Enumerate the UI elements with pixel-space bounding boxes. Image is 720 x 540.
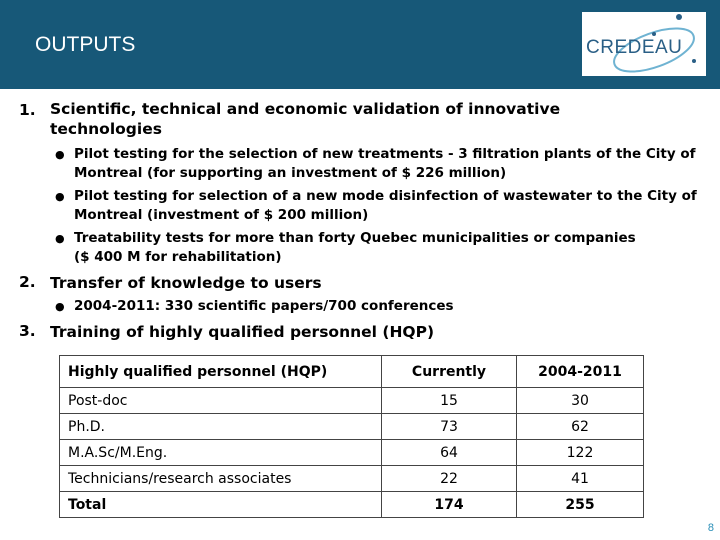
- cell: Post-doc: [60, 388, 382, 414]
- header-cell: 2004-2011: [517, 356, 644, 388]
- table-header-row: [60, 356, 644, 388]
- bullet-icon: ●: [55, 300, 65, 313]
- section-title: Scientific, technical and economic validation of innovative technologies: [50, 100, 561, 138]
- cell: 41: [517, 466, 644, 492]
- page-number: 8: [707, 522, 714, 534]
- cell: 122: [517, 440, 644, 466]
- table-row: [60, 414, 644, 440]
- table-row: [60, 466, 644, 492]
- cell: 15: [382, 388, 517, 414]
- hqp-table: [59, 355, 644, 518]
- bullet-icon: ●: [55, 190, 65, 203]
- table-row: [60, 440, 644, 466]
- cell: 174: [382, 492, 517, 518]
- section-number: 2.: [19, 273, 36, 291]
- header-cell: Currently: [382, 356, 517, 388]
- bullet-text: Treatability tests for more than forty Quebec municipalities or companies ($ 400 M for rehabilitation): [74, 230, 636, 265]
- section-title: Transfer of knowledge to users: [50, 274, 322, 292]
- slide-title: OUTPUTS: [35, 33, 136, 56]
- logo-text: CREDEAU: [586, 37, 683, 58]
- cell: 22: [382, 466, 517, 492]
- cell: Total: [60, 492, 382, 518]
- credeau-logo: [582, 12, 706, 76]
- section-number: 1.: [19, 101, 36, 119]
- table-total-row: [60, 492, 644, 518]
- cell: 62: [517, 414, 644, 440]
- cell: M.A.Sc/M.Eng.: [60, 440, 382, 466]
- cell: 255: [517, 492, 644, 518]
- bullet-text: 2004-2011: 330 scientific papers/700 conferences: [74, 298, 454, 314]
- cell: 30: [517, 388, 644, 414]
- header-bar: [0, 0, 720, 89]
- section-title: Training of highly qualified personnel (HQP): [50, 323, 435, 341]
- cell: Technicians/research associates: [60, 466, 382, 492]
- cell: Ph.D.: [60, 414, 382, 440]
- section-number: 3.: [19, 322, 36, 340]
- bullet-text: Pilot testing for selection of a new mode disinfection of wastewater to the City of Montreal (investment of $ 200 million): [74, 188, 697, 223]
- bullet-text: Pilot testing for the selection of new treatments - 3 filtration plants of the City of Montreal (for supporting an investment of $ 226 million): [74, 146, 696, 181]
- table-row: [60, 388, 644, 414]
- bullet-icon: ●: [55, 232, 65, 245]
- header-cell: Highly qualified personnel (HQP): [60, 356, 382, 388]
- cell: 64: [382, 440, 517, 466]
- bullet-icon: ●: [55, 148, 65, 161]
- cell: 73: [382, 414, 517, 440]
